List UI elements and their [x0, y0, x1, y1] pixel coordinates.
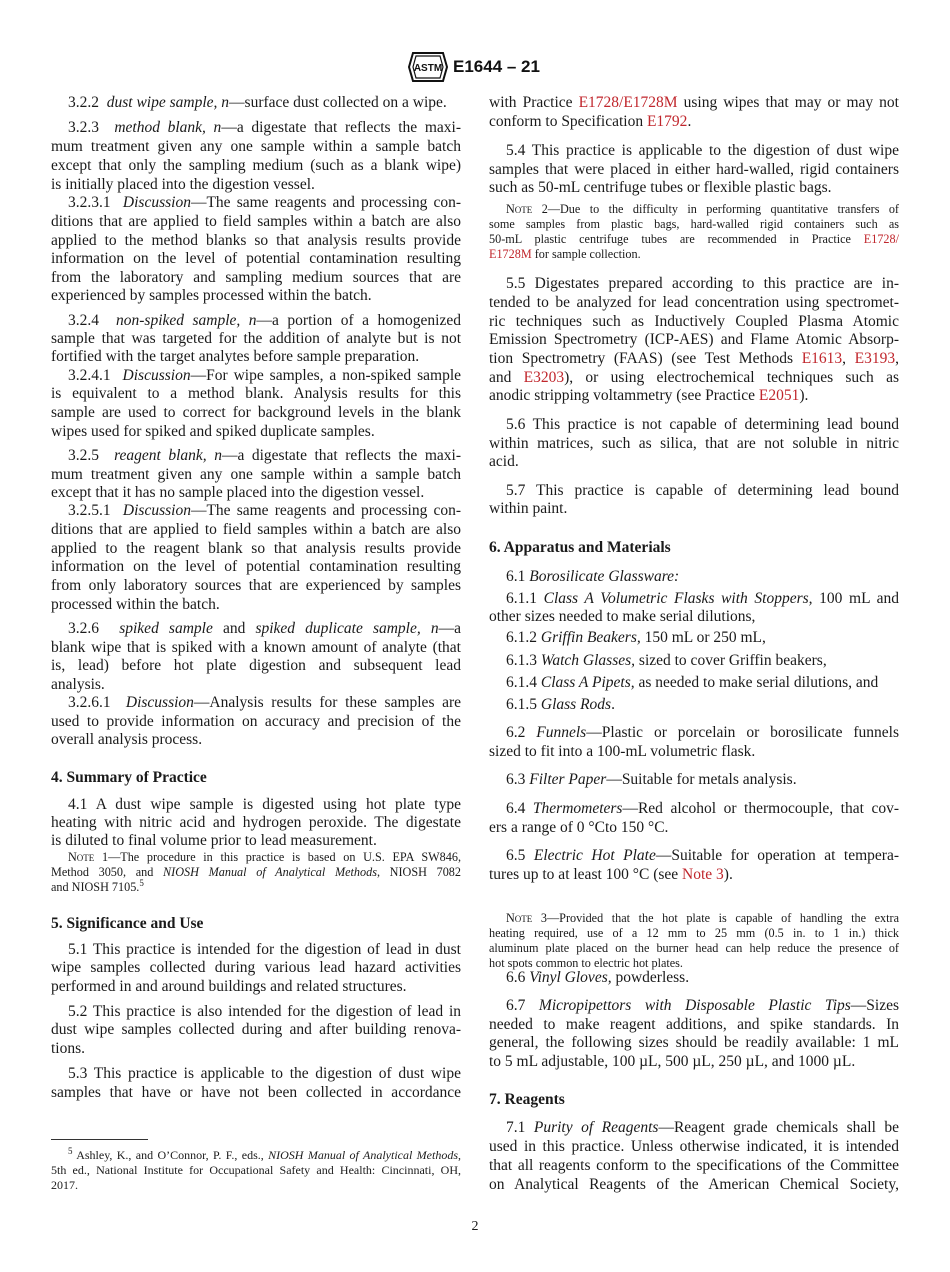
- page-header: [0, 50, 950, 86]
- para-3-2-6-1: 3.2.6.1 Discussion—Analysis results for these samples are: [68, 694, 462, 711]
- text-line: 5th ed., National Institute for Occupational Safety and Health: Cincinnati, OH,: [51, 1163, 461, 1177]
- para-3-2-4: 3.2.4 non-spiked sample, n—a portion of a homogenized: [68, 312, 461, 329]
- text-line: information on the level of potential contamination resulting: [51, 250, 461, 267]
- note-1: Note 1—The procedure in this practice is based on U.S. EPA SW846,: [68, 850, 461, 864]
- text-line: hot spots common to electric hot plates.: [489, 956, 683, 970]
- text-line: and NIOSH 7105.$^5$: [51, 877, 144, 894]
- text-line: from the laboratory and sampling medium sources that are: [51, 269, 461, 286]
- footnote-rule: [51, 1139, 148, 1140]
- text-line: applied to the reagent blank so that analysis results provide: [51, 540, 461, 557]
- para-5-3-cont: with Practice E1728/E1728M using wipes that may or may not: [489, 94, 899, 111]
- text-line: is diluted to final volume prior to lead measurement.: [51, 832, 377, 849]
- text-line: performed in and around buildings and related structures.: [51, 978, 407, 995]
- text-line: general, the following sizes should be readily available: 1 mL: [489, 1034, 899, 1051]
- para-6-7: 6.7 Micropipettors with Disposable Plastic Tips—Sizes: [506, 997, 899, 1014]
- para-3-2-4-1: 3.2.4.1 Discussion—For wipe samples, a non-spiked sample: [68, 367, 462, 384]
- text-line: on Analytical Reagents of the American Chemical Society,: [489, 1176, 899, 1193]
- para-7-1: 7.1 Purity of Reagents—Reagent grade chemicals shall be: [506, 1119, 899, 1136]
- note-2: Note 2—Due to the difficulty in performing quantitative transfers of: [506, 202, 899, 216]
- text-line: such as 50-mL centrifuge tubes or flexible plastic bags.: [489, 179, 832, 196]
- note-3: Note 3—Provided that the hot plate is capable of handling the extra: [506, 911, 899, 925]
- text-line: overall analysis process.: [51, 731, 203, 748]
- page-number: 2: [471, 1219, 479, 1234]
- text-line: sized to fit into a 100-mL volumetric flask.: [489, 743, 756, 760]
- text-line: Method 3050, and NIOSH Manual of Analytical Methods, NIOSH 7082: [51, 865, 461, 879]
- link-e3203[interactable]: E3203: [523, 369, 565, 386]
- text-line: needed to make reagent additions, and spike standards. In: [489, 1016, 899, 1033]
- link-e1728-note[interactable]: E1728/: [863, 232, 899, 246]
- text-line: except that only the sampling medium (such as a blank wipe): [51, 157, 461, 174]
- para-5-7: 5.7 This practice is capable of determining lead bound: [506, 482, 899, 499]
- text-line: except that it has no sample placed into the digestion vessel.: [51, 484, 425, 501]
- text-line: tions.: [51, 1040, 86, 1057]
- text-line: and E3203), or using electrochemical techniques such as: [489, 369, 899, 386]
- link-e1613[interactable]: E1613: [801, 350, 843, 367]
- para-3-2-3: 3.2.3 method blank, n—a digestate that reflects the maxi-: [68, 119, 461, 136]
- text-line: heating with nitric acid and hydrogen peroxide. The digestate: [51, 814, 461, 831]
- text-line: is equivalent to a method blank. Analysis results for this: [51, 385, 461, 402]
- para-3-2-5-1: 3.2.5.1 Discussion—The same reagents and processing con-: [68, 502, 462, 519]
- para-5-1: 5.1 This practice is intended for the digestion of lead in dust: [68, 941, 461, 958]
- para-3-2-2: 3.2.2 dust wipe sample, n—surface dust collected on a wipe.: [68, 94, 447, 111]
- text-line: acid.: [489, 453, 519, 470]
- item-6-1-2: 6.1.2 Griffin Beakers, 150 mL or 250 mL,: [506, 629, 766, 646]
- text-line: aluminum plate placed on the burner head can help reduce the presence of: [489, 941, 899, 955]
- text-line: ric techniques such as Inductively Coupled Plasma Atomic: [489, 313, 899, 330]
- item-6-1-4: 6.1.4 Class A Pipets, as needed to make serial dilutions, and: [506, 674, 879, 691]
- para-6-3: 6.3 Filter Paper—Suitable for metals analysis.: [506, 771, 797, 788]
- text-line: ers a range of 0 °Cto 150 °C.: [489, 819, 669, 836]
- text-line: heating required, use of a 12 mm to 25 mm (0.5 in. to 1 in.) thick: [489, 926, 899, 940]
- link-note-3[interactable]: Note 3: [682, 866, 724, 883]
- text-line: conform to Specification E1792.: [489, 113, 692, 130]
- text-line: dust wipe samples collected during and after building renova-: [51, 1021, 461, 1038]
- text-line: is, lead) before hot plate digestion and subsequent lead: [51, 657, 461, 674]
- para-6-5: 6.5 Electric Hot Plate—Suitable for operation at tempera-: [506, 847, 899, 864]
- link-e1728m-note[interactable]: E1728M: [489, 247, 532, 261]
- text-line: mum treatment given any one sample within a sample batch: [51, 138, 461, 155]
- text-line: used to provide information on accuracy and precision of the: [51, 713, 461, 730]
- section-7-heading: 7. Reagents: [489, 1091, 565, 1108]
- text-line: to 5 mL adjustable, 100 µL, 500 µL, 250 µL, and 1000 µL.: [489, 1053, 856, 1070]
- para-5-5: 5.5 Digestates prepared according to this practice are in-: [506, 275, 899, 292]
- text-line: samples that have or have not been collected in accordance: [51, 1084, 461, 1101]
- section-4-heading: 4. Summary of Practice: [51, 769, 207, 786]
- link-e2051[interactable]: E2051: [758, 387, 800, 404]
- link-e1792[interactable]: E1792: [646, 113, 688, 130]
- text-line: blank wipe that is spiked with a known amount of analyte (that: [51, 639, 461, 656]
- para-5-2: 5.2 This practice is also intended for the digestion of lead in: [68, 1003, 461, 1020]
- text-line: tended to be analyzed for lead concentration using spectromet-: [489, 294, 899, 311]
- item-6-1-1: 6.1.1 Class A Volumetric Flasks with Stoppers, 100 mL and: [506, 590, 899, 607]
- text-line: processed within the batch.: [51, 596, 220, 613]
- para-5-4: 5.4 This practice is applicable to the digestion of dust wipe: [506, 142, 899, 159]
- text-line: wipe samples collected during various lead hazard activities: [51, 959, 461, 976]
- item-6-1-5: 6.1.5 Glass Rods.: [506, 696, 615, 713]
- para-3-2-3-1: 3.2.3.1 Discussion—The same reagents and processing con-: [68, 194, 462, 211]
- section-5-heading: 5. Significance and Use: [51, 915, 204, 932]
- footnote-ref: 5: [139, 877, 144, 888]
- text-line: 50-mL plastic centrifuge tubes are recommended in Practice E1728/: [489, 232, 899, 246]
- link-e3193[interactable]: E3193: [854, 350, 896, 367]
- section-6-heading: 6. Apparatus and Materials: [489, 539, 671, 556]
- standard-designation: E1644 – 21: [453, 57, 540, 76]
- text-line: sample are used to correct for background levels in the blank: [51, 404, 461, 421]
- item-6-1: 6.1 Borosilicate Glassware:: [506, 568, 680, 585]
- para-5-3: 5.3 This practice is applicable to the digestion of dust wipe: [68, 1065, 461, 1082]
- para-3-2-5: 3.2.5 reagent blank, n—a digestate that reflects the maxi-: [68, 447, 461, 464]
- text-line: some samples from plastic bags, hard-walled rigid containers such as: [489, 217, 899, 231]
- text-line: samples that were placed in either hard-walled, rigid containers: [489, 161, 899, 178]
- link-e1728[interactable]: E1728/E1728M: [578, 94, 678, 111]
- text-line: applied to the method blanks so that analysis results provide: [51, 232, 461, 249]
- text-line: experienced by samples processed within the batch.: [51, 287, 372, 304]
- astm-logo-icon: [407, 50, 449, 84]
- text-line: that all reagents conform to the specifications of the Committee: [489, 1157, 899, 1174]
- text-line: E1728M for sample collection.: [489, 247, 641, 261]
- text-line: Emission Spectrometry (ICP-AES) and Flame Atomic Absorp-: [489, 331, 899, 348]
- text-line: analysis.: [51, 676, 105, 693]
- para-5-6: 5.6 This practice is not capable of determining lead bound: [506, 416, 899, 433]
- para-6-2: 6.2 Funnels—Plastic or porcelain or borosilicate funnels: [506, 724, 899, 741]
- text-line: tures up to at least 100 °C (see Note 3).: [489, 866, 733, 883]
- text-line: fortified with the target analytes before sample preparation.: [51, 348, 420, 365]
- text-line: tion Spectrometry (FAAS) (see Test Methods E1613, E3193,: [489, 350, 899, 367]
- text-line: mum treatment given any one sample within a sample batch: [51, 466, 461, 483]
- text-line: other sizes needed to make serial dilutions,: [489, 608, 756, 625]
- text-line: anodic stripping voltammetry (see Practice E2051).: [489, 387, 809, 404]
- para-3-2-6: 3.2.6 spiked sample and spiked duplicate sample, n—a: [68, 620, 461, 637]
- para-6-6: 6.6 Vinyl Gloves, powderless.: [506, 969, 690, 986]
- text-line: within matrices, such as silica, that are not soluble in nitric: [489, 435, 899, 452]
- text-line: information on the level of potential contamination resulting: [51, 558, 461, 575]
- text-line: ditions that are applied to field samples within a batch are also: [51, 521, 461, 538]
- item-6-1-3: 6.1.3 Watch Glasses, sized to cover Griffin beakers,: [506, 652, 827, 669]
- astm-logo-text: ASTM: [413, 63, 443, 74]
- para-4-1: 4.1 A dust wipe sample is digested using hot plate type: [68, 796, 461, 813]
- text-line: within paint.: [489, 500, 568, 517]
- text-line: sample that was targeted for the addition of analyte but is not: [51, 330, 461, 347]
- text-line: used in this practice. Unless otherwise indicated, it is intended: [489, 1138, 899, 1155]
- text-line: from only laboratory sources that are experienced by samples: [51, 577, 461, 594]
- text-line: is initially placed into the digestion vessel.: [51, 176, 315, 193]
- text-line: ditions that are applied to field samples within a batch are also: [51, 213, 461, 230]
- text-line: wipes used for spiked and spiked duplicate samples.: [51, 423, 375, 440]
- text-line: 2017.: [51, 1178, 78, 1192]
- para-6-4: 6.4 Thermometers—Red alcohol or thermocouple, that cov-: [506, 800, 899, 817]
- footnote-5: $^5$ Ashley, K., and O’Connor, P. F., eds., NIOSH Manual of Analytical Methods,: [68, 1146, 461, 1162]
